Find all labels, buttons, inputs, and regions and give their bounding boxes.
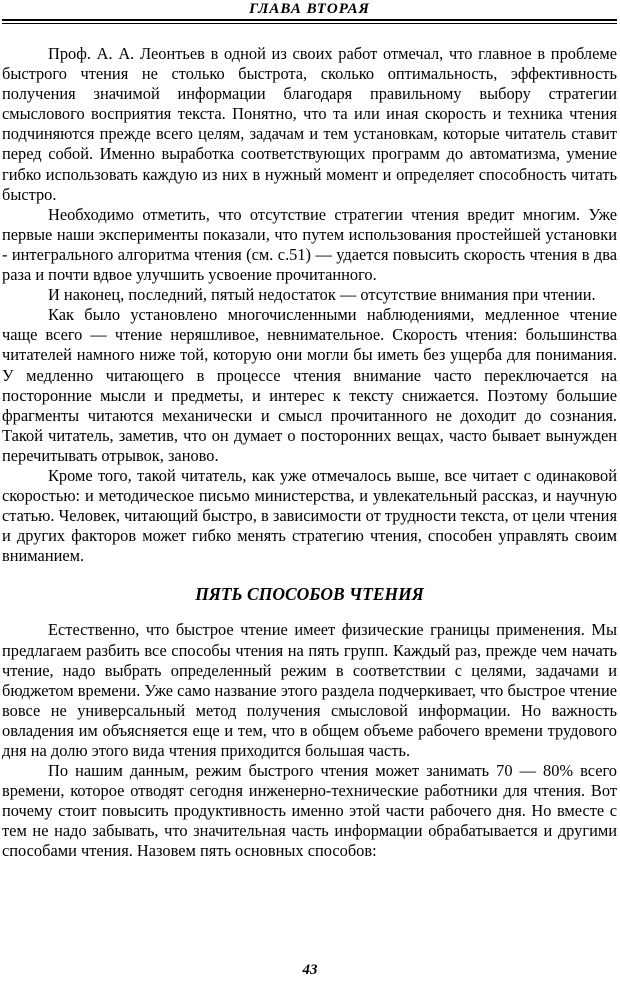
paragraph: Необходимо отметить, что отсутствие стратегии чтения вредит многим. Уже первые наши эксперименты показали, что путем использования простейшей установки - интегрального алгоритма чтения (см. с.51) — удается повысить скорость чтения в два раза и почти вдвое улучшить усвоение прочитанного. (2, 204, 617, 285)
paragraph: Как было установлено многочисленными наблюдениями, медленное чтение чаще всего — чтение неряшливое, невнимательное. Скорость чтения: большинства читателей намного ниже той, которую они могли бы иметь без ущерба для понимания. У медленно читающего в процессе чтения внимание часто переключается на посторонние мысли и предметы, и интерес к тексту снижается. Поэтому большие фрагменты читаются механически и смысл прочитанного не доходит до сознания. Такой читатель, заметив, что он думает о посторонних вещах, часто бывает вынужден перечитывать отрывок, заново. (2, 305, 617, 465)
page-number: 43 (302, 962, 318, 978)
paragraph: Проф. А. А. Леонтьев в одной из своих работ отмечал, что главное в проблеме быстрого чтения не столько быстрота, сколько оптимальность, эффективность получения значимой информации благодаря правильному выбору стратегии смыслового восприятия текста. Понятно, что та или иная скорость и техника чтения подчиняются прежде всего целям, задачам и тем установкам, которые читатель ставит перед собой. Именно выработка соответствующих программ до автоматизма, умение гибко использовать каждую из них в нужный момент и определяет способность читать быстро. (2, 44, 617, 204)
page-body (2, 44, 617, 862)
paragraph: И наконец, последний, пятый недостаток — отсутствие внимания при чтении. (48, 285, 596, 305)
running-header: ГЛАВА ВТОРАЯ (249, 1, 370, 17)
paragraph: Кроме того, такой читатель, как уже отмечалось выше, все читает с одинаковой скоростью: и методическое письмо министерства, и увлекательный рассказ, и научную статью. Человек, читающий быстро, в зависимости от трудности текста, от цели чтения и других факторов может гибко менять стратегию чтения, способен управлять своим вниманием. (2, 465, 617, 566)
paragraph: По нашим данным, режим быстрого чтения может занимать 70 — 80% всего времени, которое отводят сегодня инженерно-технические работники для чтения. Вот почему стоит повысить продуктивность именно этой части рабочего дня. Но вместе с тем не надо забывать, что значительная часть информации обрабатывается и другими способами чтения. Назовем пять основных способов: (2, 761, 617, 861)
header-rule-thin (2, 23, 617, 24)
section-title: ПЯТЬ СПОСОБОВ ЧТЕНИЯ (195, 584, 424, 605)
header-rule (2, 19, 617, 21)
paragraph: Естественно, что быстрое чтение имеет физические границы применения. Мы предлагаем разбить все способы чтения на пять групп. Каждый раз, прежде чем начать чтение, надо выбрать определенный режим в соответствии с целями, задачами и бюджетом времени. Уже само название этого раздела подчеркивает, что быстрое чтение вовсе не универсальный метод получения смысловой информации. Но важность овладения им объясняется еще и тем, что в общем объеме рабочего времени трудового дня на долю этого вида чтения приходится большая часть. (2, 620, 617, 760)
